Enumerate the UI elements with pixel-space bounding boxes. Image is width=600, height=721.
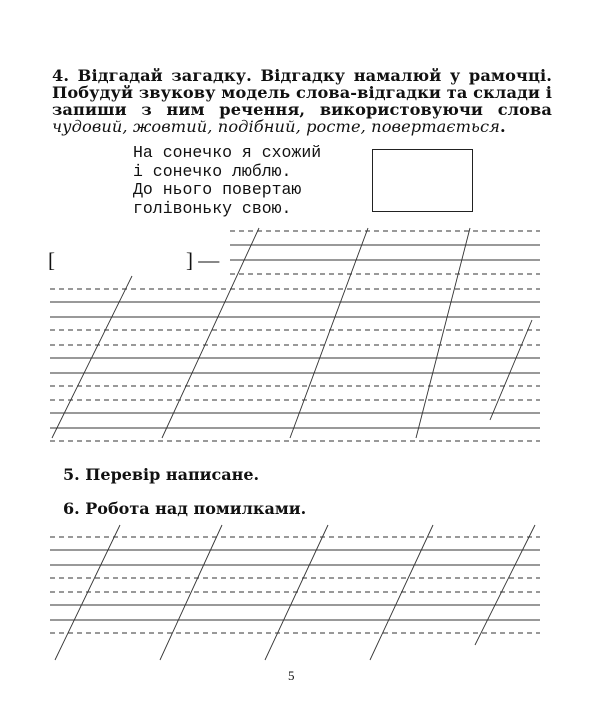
task-4-bold-text: 4. Відгадай загадку. Відгадку намалюй у рамочці. Побудуй звукову модель слова-відгадки та склади і запиши з ним речення, використовуючи слова [52, 66, 553, 119]
riddle-line: До нього повертаю [133, 180, 302, 200]
slant-line [475, 525, 535, 645]
slant-line [370, 525, 433, 660]
task-6-heading: 6. Робота над помилками. [63, 499, 307, 518]
slant-line [265, 525, 328, 660]
slant-line [490, 320, 532, 420]
slant-line [162, 228, 259, 438]
slant-line [52, 276, 132, 438]
page-number: 5 [288, 668, 295, 683]
sound-model-open-bracket: [ [48, 248, 55, 272]
slant-line [55, 525, 120, 660]
task-5-heading: 5. Перевір написане. [63, 465, 260, 484]
task-4-word-list: чудовий, жовтий, подібний, росте, повертається [52, 117, 500, 136]
task-4-period: . [499, 117, 506, 136]
riddle-line: На сонечко я схожий [133, 143, 322, 162]
riddle-line: і сонечко люблю. [133, 161, 292, 181]
slant-line [160, 525, 222, 660]
sound-model-close-bracket: ] — [186, 248, 220, 272]
riddle-line: голівоньку свою. [133, 198, 292, 218]
